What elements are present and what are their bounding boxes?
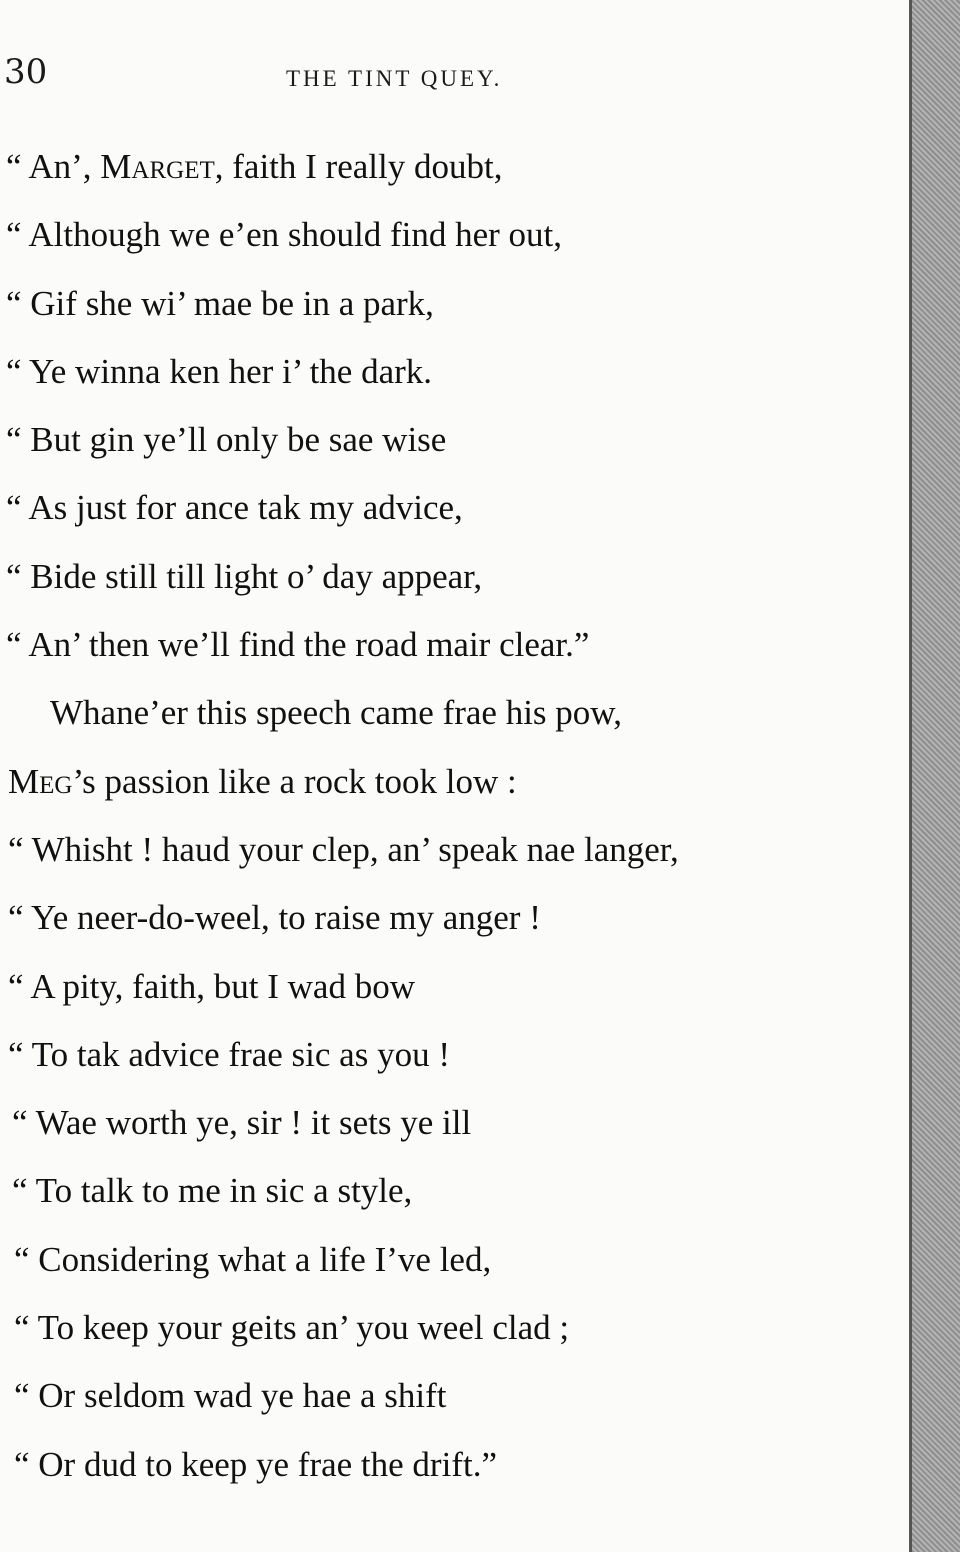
page-number: 30 [4,52,48,92]
character-name: Marget [100,147,215,186]
verse-line [0,201,679,269]
verse-text: “ To keep your geits an’ you weel clad ; [14,1308,570,1348]
verse-text: “ Bide still till light o’ day appear, [6,556,483,596]
verse-text: “ Wae worth ye, sir ! it sets ye ill [12,1103,472,1143]
verse-text: “ Ye neer-do-weel, to raise my anger ! [8,898,541,938]
verse-text: “ But gin ye’ll only be sae wise [6,420,447,460]
verse-line [0,1157,679,1225]
verse-text: “ Considering what a life I’ve led, [14,1239,492,1279]
verse-text: “ A pity, faith, but I wad bow [8,966,415,1006]
verse-text: Whane’er this speech came frae his pow, [50,693,623,733]
verse-text: “ As just for ance tak my advice, [6,488,463,528]
verse-line [0,1226,679,1294]
running-head: THE TINT QUEY. [286,66,503,91]
verse-text: “ Or dud to keep ye frae the drift.” [14,1444,497,1484]
verse-line [0,816,679,884]
verse-line [0,474,679,542]
verse-line [0,884,679,952]
verse-text: “ Or seldom wad ye hae a shift [14,1376,447,1416]
verse-text: “ Whisht ! haud your clep, an’ speak nae langer, [8,829,679,869]
verse-line [0,679,679,747]
verse-text: “ To talk to me in sic a style, [12,1171,413,1211]
verse-line [0,1431,679,1499]
verse-line [0,1089,679,1157]
verse-line [0,1362,679,1430]
verse-text: “ To tak advice frae sic as you ! [8,1034,450,1074]
verse-line [0,953,679,1021]
verse-block [0,133,679,1499]
verse-line [0,270,679,338]
verse-line [0,611,679,679]
verse-line [0,1021,679,1089]
verse-text: “ Ye winna ken her i’ the dark. [6,351,433,391]
verse-text: “ An’, [6,147,101,186]
page-edge-shading [912,0,960,1552]
character-name: Meg [8,761,73,801]
verse-text: , faith I really doubt, [214,147,503,186]
verse-text: “ An’ then we’ll find the road mair clear.” [6,625,590,665]
verse-line [0,748,679,816]
verse-text: “ Gif she wi’ mae be in a park, [6,283,434,323]
verse-line [0,133,679,201]
verse-line [0,543,679,611]
verse-line [0,406,679,474]
verse-text: “ Although we e’en should find her out, [6,215,563,255]
verse-line [0,338,679,406]
verse-text: ’s passion like a rock took low : [72,761,517,801]
verse-line [0,1294,679,1362]
